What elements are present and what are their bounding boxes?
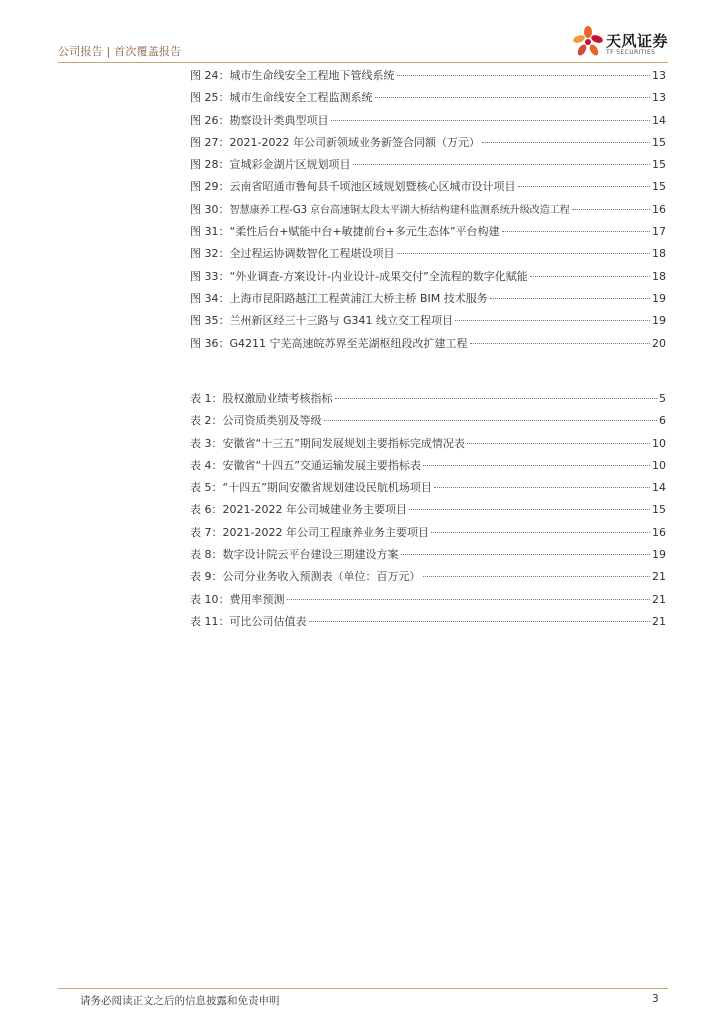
toc-title: 股权激励业绩考核指标 (222, 392, 333, 405)
toc-title: 城市生命线安全工程监测系统 (229, 91, 373, 105)
header-separator: | (106, 45, 111, 58)
toc-title: 公司资质类别及等级 (222, 414, 322, 428)
toc-label: 表 1： (190, 392, 223, 405)
toc-title: 数字设计院云平台建设三期建设方案 (222, 548, 399, 562)
report-header (58, 43, 181, 59)
dot-leader (434, 487, 650, 488)
toc-title: 兰州新区经三十三路与 G341 线立交工程项目 (229, 314, 454, 328)
toc-entry-figure-34[interactable] (190, 290, 666, 312)
dot-leader (409, 509, 650, 510)
toc-label: 图 31： (190, 225, 230, 239)
toc-page: 13 (652, 69, 666, 82)
dot-leader (335, 398, 658, 399)
figure-list (190, 67, 666, 357)
toc-entry-figure-25[interactable] (190, 89, 666, 111)
toc-page: 15 (652, 135, 666, 149)
dot-leader (423, 576, 651, 577)
toc-page: 21 (652, 570, 666, 584)
toc-page: 18 (652, 247, 666, 261)
toc-entry-figure-24[interactable] (190, 67, 666, 89)
toc-entry-figure-29[interactable] (190, 178, 666, 200)
toc-page: 15 (652, 180, 666, 194)
logo-mark-icon (570, 24, 606, 60)
toc-title: 2021-2022 年公司城建业务主要项目 (222, 503, 407, 517)
dot-leader (397, 253, 651, 254)
toc-entry-table-4[interactable] (190, 457, 666, 479)
toc-title: “外业调查-方案设计-内业设计-成果交付”全流程的数字化赋能 (229, 269, 528, 283)
company-logo (570, 24, 680, 62)
toc-label: 图 32： (190, 247, 230, 261)
toc-page: 10 (652, 436, 666, 450)
toc-label: 表 9： (190, 570, 223, 584)
toc-label: 表 5： (190, 481, 223, 495)
toc-entry-table-2[interactable] (190, 412, 666, 434)
toc-entry-figure-31[interactable] (190, 223, 666, 245)
toc-label: 表 11： (190, 614, 230, 628)
toc-page: 19 (652, 548, 666, 562)
dot-leader (324, 420, 658, 421)
toc-page: 14 (652, 481, 666, 495)
toc-label: 表 4： (190, 458, 223, 472)
toc-title: 全过程运协调数智化工程堪设项目 (229, 247, 395, 261)
dot-leader (353, 164, 651, 165)
toc-entry-table-8[interactable] (190, 546, 666, 568)
toc-title: 2021-2022 年公司新领域业务新签合同额（万元） (229, 135, 480, 149)
toc-page: 20 (652, 336, 666, 350)
toc-page: 6 (659, 414, 666, 428)
toc-title: 勘察设计类典型项目 (229, 113, 329, 127)
toc-label: 图 30： (190, 202, 230, 216)
table-list (190, 390, 666, 635)
toc-entry-table-3[interactable] (190, 435, 666, 457)
toc-entry-figure-30[interactable] (190, 201, 666, 223)
toc-title: “柔性后台+赋能中台+敏捷前台+多元生态体”平台构建 (229, 225, 500, 239)
toc-label: 图 29： (190, 180, 230, 194)
dot-leader (530, 276, 650, 277)
dot-leader (490, 298, 650, 299)
toc-label: 图 33： (190, 269, 230, 283)
toc-page: 5 (659, 392, 666, 405)
report-subtype: 首次覆盖报告 (114, 45, 182, 58)
page-number: 3 (652, 993, 659, 1005)
toc-entry-figure-26[interactable] (190, 112, 666, 134)
toc-entry-figure-36[interactable] (190, 335, 666, 357)
logo-name-cn: 天风证券 (606, 32, 669, 50)
toc-entry-table-6[interactable] (190, 501, 666, 523)
toc-page: 10 (652, 458, 666, 472)
toc-label: 图 35： (190, 314, 230, 328)
toc-page: 14 (652, 113, 666, 127)
dot-leader (331, 120, 651, 121)
toc-label: 图 34： (190, 291, 230, 305)
footer-divider (58, 988, 668, 989)
toc-page: 17 (652, 225, 666, 239)
toc-page: 16 (652, 525, 666, 539)
dot-leader (482, 142, 650, 143)
dot-leader (375, 97, 651, 98)
toc-title: G4211 宁芜高速皖苏界至芜湖枢纽段改扩建工程 (229, 336, 468, 350)
toc-entry-table-1[interactable] (190, 390, 666, 412)
toc-title: “十四五”期间安徽省规划建设民航机场项目 (222, 481, 432, 495)
toc-page: 15 (652, 503, 666, 517)
dot-leader (397, 75, 651, 76)
dot-leader (423, 465, 650, 466)
toc-page: 13 (652, 91, 666, 105)
toc-entry-figure-32[interactable] (190, 245, 666, 267)
toc-page: 19 (652, 314, 666, 328)
dot-leader (572, 209, 650, 210)
dot-leader (455, 320, 650, 321)
dot-leader (431, 532, 650, 533)
toc-label: 图 28： (190, 158, 230, 172)
toc-entry-table-11[interactable] (190, 613, 666, 635)
header-divider (58, 62, 668, 63)
toc-entry-figure-28[interactable] (190, 156, 666, 178)
dot-leader (309, 621, 651, 622)
toc-title: 智慧康养工程-G3 京台高速铜太段太平湖大桥结构建科监测系统升级改造工程 (229, 204, 570, 216)
dot-leader (518, 186, 651, 187)
toc-page: 19 (652, 291, 666, 305)
footer-disclaimer: 请务必阅读正文之后的信息披露和免责申明 (80, 995, 280, 1007)
toc-title: 云南省昭通市鲁甸县千顷池区域规划暨核心区城市设计项目 (229, 180, 516, 194)
toc-page: 18 (652, 269, 666, 283)
toc-page: 15 (652, 158, 666, 172)
toc-label: 图 27： (190, 135, 230, 149)
toc-title: 可比公司估值表 (229, 614, 307, 628)
toc-label: 表 3： (190, 436, 223, 450)
toc-label: 表 6： (190, 503, 223, 517)
logo-name-en: TF SECURITIES (606, 49, 656, 56)
toc-page: 21 (652, 592, 666, 606)
dot-leader (470, 343, 650, 344)
toc-entry-table-10[interactable] (190, 591, 666, 613)
toc-entry-table-9[interactable] (190, 568, 666, 590)
toc-title: 城市生命线安全工程地下管线系统 (229, 69, 395, 82)
toc-label: 表 2： (190, 414, 223, 428)
toc-label: 表 10： (190, 592, 230, 606)
toc-label: 图 24： (190, 69, 230, 82)
toc-title: 宣城彩金湖片区规划项目 (229, 158, 351, 172)
dot-leader (287, 599, 651, 600)
report-type: 公司报告 (58, 45, 103, 58)
toc-page: 16 (652, 202, 666, 216)
toc-page: 21 (652, 614, 666, 628)
toc-title: 安徽省“十三五”期间发展规划主要指标完成情况表 (222, 436, 465, 450)
toc-label: 图 36： (190, 336, 230, 350)
dot-leader (401, 554, 651, 555)
toc-entry-figure-27[interactable] (190, 134, 666, 156)
toc-title: 2021-2022 年公司工程康养业务主要项目 (222, 525, 429, 539)
toc-title: 安徽省“十四五”交通运输发展主要指标表 (222, 458, 421, 472)
toc-label: 表 7： (190, 525, 223, 539)
toc-title: 公司分业务收入预测表（单位：百万元） (222, 570, 421, 584)
dot-leader (467, 443, 650, 444)
toc-entry-table-5[interactable] (190, 479, 666, 501)
toc-title: 上海市昆阳路越江工程黄浦江大桥主桥 BIM 技术服务 (229, 291, 488, 305)
toc-title: 费用率预测 (229, 592, 285, 606)
toc-entry-table-7[interactable] (190, 524, 666, 546)
toc-label: 图 26： (190, 113, 230, 127)
toc-label: 表 8： (190, 548, 223, 562)
dot-leader (502, 231, 650, 232)
toc-entry-figure-35[interactable] (190, 312, 666, 334)
toc-entry-figure-33[interactable] (190, 268, 666, 290)
toc-label: 图 25： (190, 91, 230, 105)
